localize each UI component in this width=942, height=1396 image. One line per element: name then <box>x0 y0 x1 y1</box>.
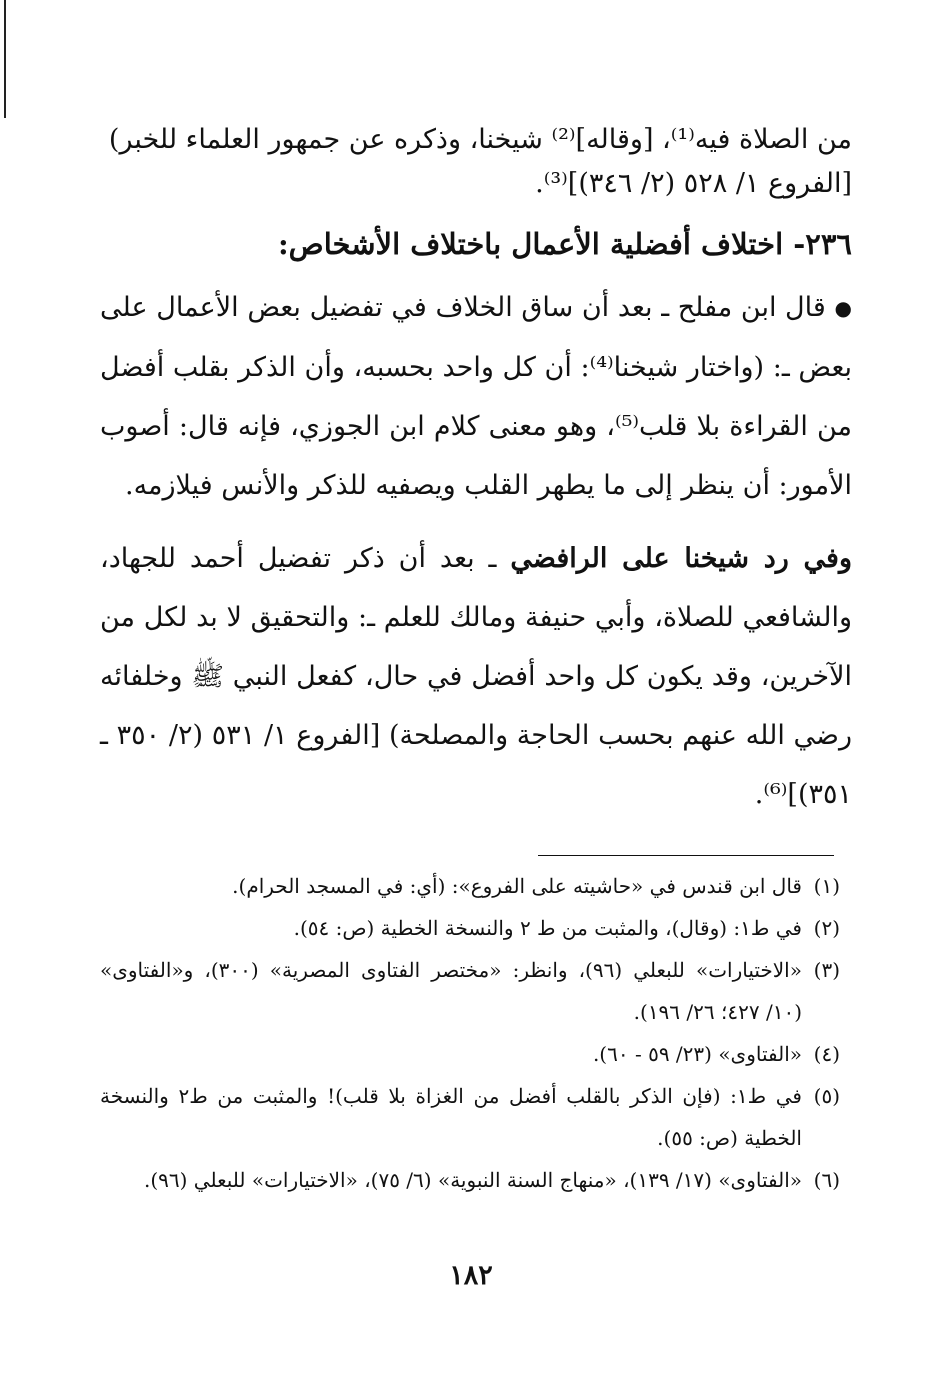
page-body <box>100 118 852 838</box>
footnote-item <box>100 1033 840 1075</box>
footnote-item <box>100 907 840 949</box>
opening-line: من الصلاة فيه⁽¹⁾، [وقاله]⁽²⁾ شيخنا، وذكره عن جمهور العلماء للخبر) <box>108 124 852 155</box>
footnote-text: «الفتاوى» (١٧/ ١٣٩)، «منهاج السنة النبوية» (٦/ ٧٥)، «الاختيارات» للبعلي (٩٦). <box>143 1168 802 1192</box>
paragraph-1 <box>100 278 852 515</box>
footnote-text: في ط١: (فإن الذكر بالقلب أفضل من الغزاة بلا قلب)! والمثبت من ط٢ والنسخة الخطية (ص: ٥٥). <box>100 1084 802 1150</box>
footnote-text: في ط١: (وقال)، والمثبت من ط ٢ والنسخة الخطية (ص: ٥٤). <box>293 916 802 940</box>
paragraph-2 <box>100 529 852 824</box>
footnote-number: (٣) <box>813 958 840 982</box>
opening-reference: [الفروع ١/ ٥٢٨ (٢/ ٣٤٦)]⁽³⁾. <box>535 168 852 199</box>
footnotes <box>100 865 840 1201</box>
footnote-number: (١) <box>813 874 840 898</box>
footnote-text: «الاختيارات» للبعلي (٩٦)، وانظر: «مختصر الفتاوى المصرية» (٣٠٠)، و«الفتاوى» (١٠/ ٤٢٧؛ ٢٦/ ١٩٦). <box>100 958 802 1024</box>
footnote-item <box>100 949 840 1033</box>
paragraph-2-text: ـ بعد أن ذكر تفضيل أحمد للجهاد، والشافعي للصلاة، وأبي حنيفة ومالك للعلم ـ: والتحقيق لا بد لكل من الآخرين، وقد يكون كل واحد أفضل في حال، كفعل النبي ﷺ وخلفائه رضي الله عنهم بحسب الحاجة والمصلحة) [الفروع ١/ ٥٣١ (٢/ ٣٥٠ ـ ٣٥١)]⁽⁶⁾. <box>100 543 853 810</box>
footnote-item <box>100 1159 840 1201</box>
footnote-number: (٢) <box>813 916 840 940</box>
bullet-icon: ● <box>834 296 852 320</box>
footnote-number: (٦) <box>813 1168 840 1192</box>
page-edge-line <box>4 0 6 118</box>
footnote-text: «الفتاوى» (٢٣/ ٥٩ - ٦٠). <box>592 1042 802 1066</box>
footnote-number: (٤) <box>813 1042 840 1066</box>
footnote-item <box>100 865 840 907</box>
footnote-divider <box>538 855 834 856</box>
footnote-number: (٥) <box>813 1084 840 1108</box>
page-number: ١٨٢ <box>449 1260 493 1291</box>
paragraph-1-text: قال ابن مفلح ـ بعد أن ساق الخلاف في تفضيل بعض الأعمال على بعض ـ: (واختار شيخنا⁽⁴⁾: أن كل واحد بحسبه، وأن الذكر بقلب أفضل من القراءة بلا قلب⁽⁵⁾، وهو معنى كلام ابن الجوزي، فإنه قال: أصوب الأمور: أن ينظر إلى ما يطهر القلب ويصفيه للذكر والأنس فيلازمه. <box>100 292 852 501</box>
footnote-text: قال ابن قندس في «حاشيته على الفروع»: (أي: في المسجد الحرام). <box>232 874 802 898</box>
section-heading: ٢٣٦- اختلاف أفضلية الأعمال باختلاف الأشخاص: <box>277 227 852 261</box>
paragraph-2-lead: وفي رد شيخنا على الرافضي <box>510 543 852 574</box>
footnote-item <box>100 1075 840 1159</box>
